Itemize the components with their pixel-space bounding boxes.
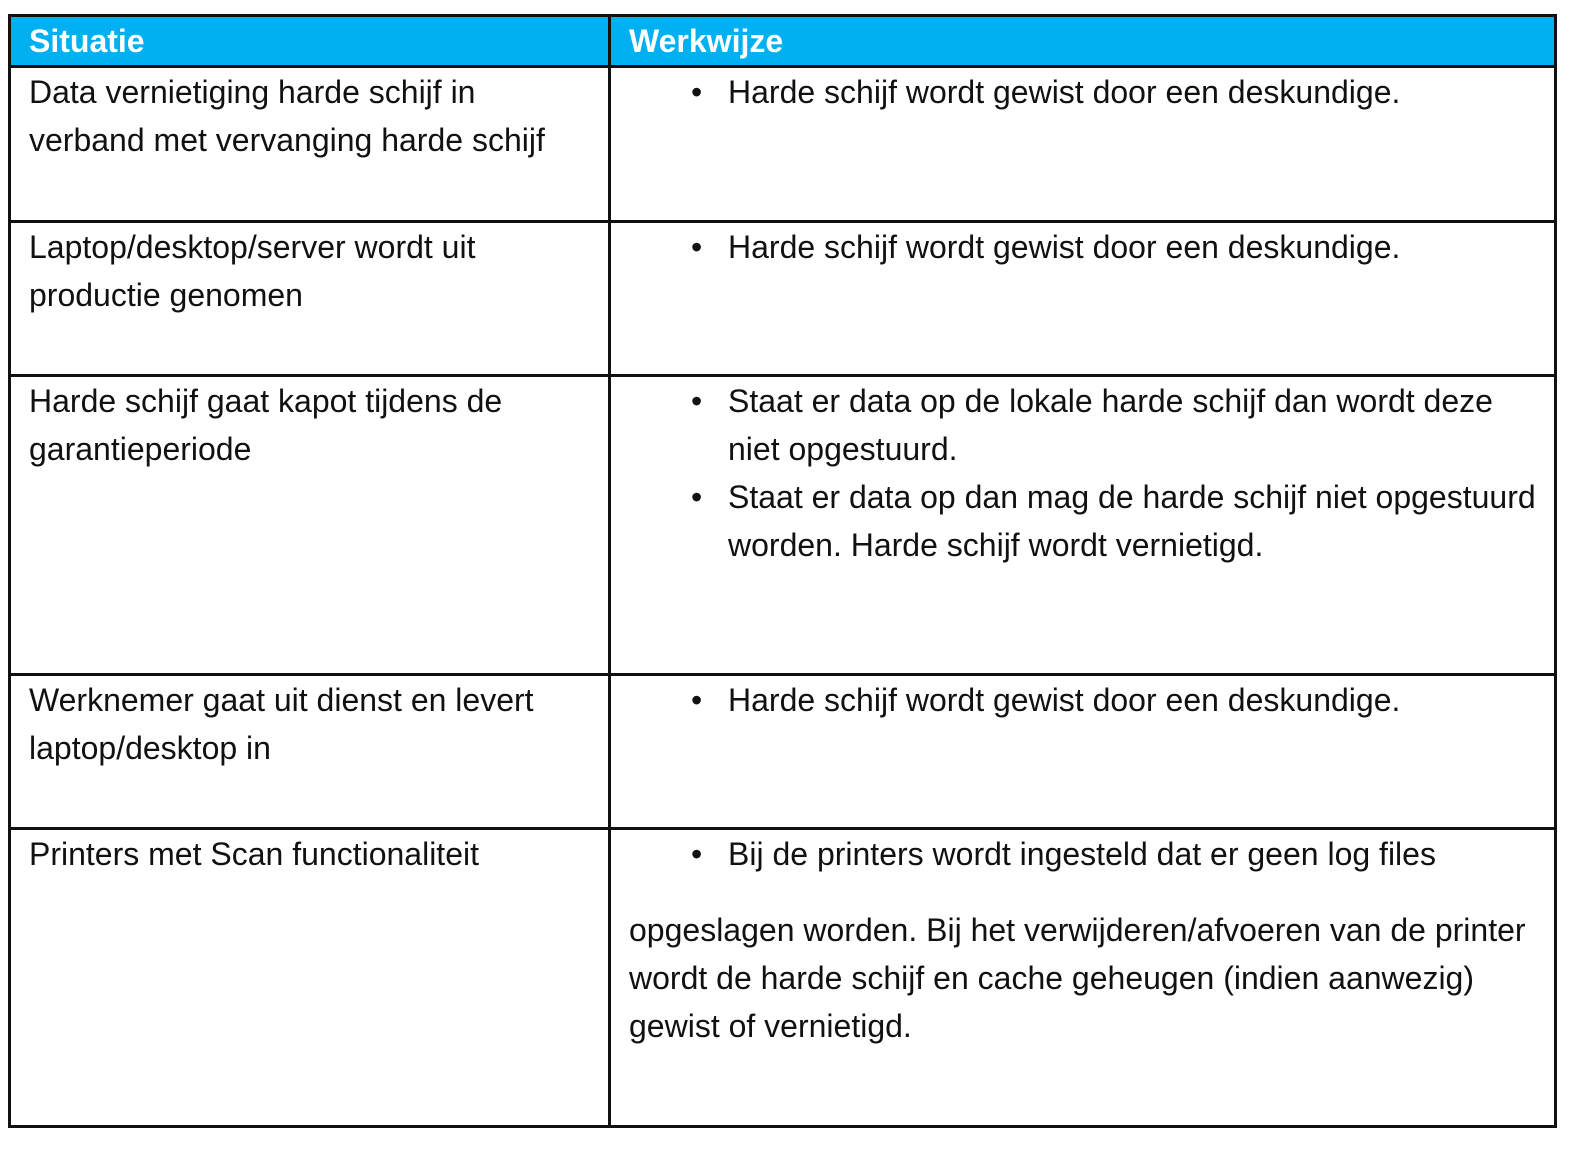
werkwijze-list	[629, 68, 1536, 116]
werkwijze-item	[691, 676, 1536, 724]
werkwijze-item	[691, 377, 1536, 473]
werkwijze-cell	[610, 829, 1556, 1127]
header-werkwijze: Werkwijze	[610, 16, 1556, 67]
situatie-cell: Data vernietiging harde schijf in verband met vervanging harde schijf	[10, 67, 610, 222]
werkwijze-list	[629, 377, 1536, 569]
procedure-table	[8, 14, 1557, 1128]
werkwijze-item-text: Harde schijf wordt gewist door een deskundige.	[728, 682, 1401, 718]
werkwijze-cell	[610, 376, 1556, 675]
werkwijze-item-text: Bij de printers wordt ingesteld dat er geen log files	[728, 836, 1436, 872]
werkwijze-list	[629, 830, 1536, 878]
werkwijze-list	[629, 223, 1536, 271]
situatie-cell: Harde schijf gaat kapot tijdens de garantieperiode	[10, 376, 610, 675]
table-row	[10, 675, 1556, 829]
werkwijze-item	[691, 223, 1536, 271]
situatie-cell: Printers met Scan functionaliteit	[10, 829, 610, 1127]
werkwijze-item	[691, 830, 1536, 878]
werkwijze-list	[629, 676, 1536, 724]
bullet-icon: •	[691, 229, 703, 265]
table-row	[10, 829, 1556, 1127]
werkwijze-cell	[610, 222, 1556, 376]
werkwijze-item-text: Harde schijf wordt gewist door een deskundige.	[728, 74, 1401, 110]
table-row	[10, 222, 1556, 376]
header-situatie: Situatie	[10, 16, 610, 67]
situatie-cell: Laptop/desktop/server wordt uit productie genomen	[10, 222, 610, 376]
table-row	[10, 376, 1556, 675]
bullet-icon: •	[691, 383, 703, 419]
werkwijze-item-text: Staat er data op dan mag de harde schijf niet opgestuurd worden. Harde schijf wordt vernietigd.	[728, 479, 1536, 563]
bullet-icon: •	[691, 836, 703, 872]
bullet-icon: •	[691, 479, 703, 515]
bullet-icon: •	[691, 74, 703, 110]
bullet-icon: •	[691, 682, 703, 718]
werkwijze-extra-text: opgeslagen worden. Bij het verwijderen/afvoeren van de printer wordt de harde schijf en cache geheugen (indien aanwezig) gewist of vernietigd.	[629, 912, 1526, 1044]
situatie-cell: Werknemer gaat uit dienst en levert laptop/desktop in	[10, 675, 610, 829]
werkwijze-item-text: Staat er data op de lokale harde schijf dan wordt deze niet opgestuurd.	[728, 383, 1493, 467]
werkwijze-item-text: Harde schijf wordt gewist door een deskundige.	[728, 229, 1401, 265]
werkwijze-item	[691, 473, 1536, 569]
werkwijze-item	[691, 68, 1536, 116]
werkwijze-cell	[610, 675, 1556, 829]
table-header-row	[10, 16, 1556, 67]
table-row	[10, 67, 1556, 222]
werkwijze-cell	[610, 67, 1556, 222]
